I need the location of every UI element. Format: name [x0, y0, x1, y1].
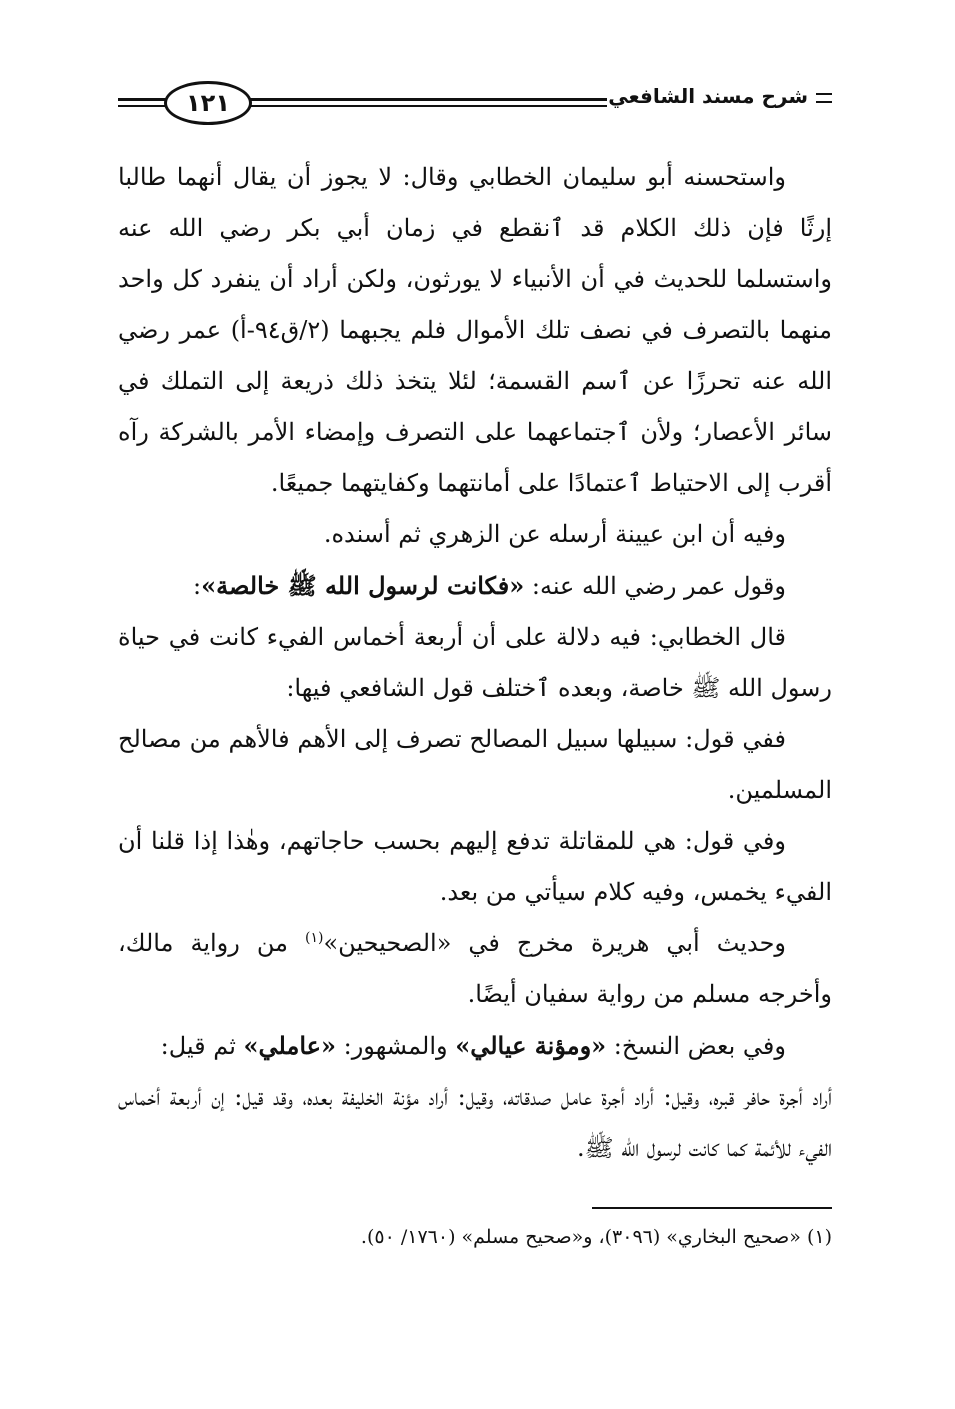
omar-quote: «فكانت لرسول الله ﷺ خالصة» [201, 571, 525, 600]
main-text [118, 152, 832, 1174]
paragraph-1: واستحسنه أبو سليمان الخطابي وقال: لا يجوز أن يقال أنهما طالبا إرثًا فإن ذلك الكلام قد ٱنقطع في زمان أبي بكر رضي الله عنه واستسلما للحديث في أن الأنبياء لا يورثون، ولكن أراد أن ينفرد كل واحد منهما بالتصرف في نصف تلك الأموال فلم يجبهما (٢/ق٩٤-أ) عمر رضي الله عنه تحرزًا عن ٱسم القسمة؛ لئلا يتخذ ذلك ذريعة إلى التملك في سائر الأعصار؛ ولأن ٱجتماعهما على التصرف وإمضاء الأمر بالشركة رآه أقرب إلى الاحتياط ٱعتمادًا على أمانتهما وكفايتهما جميعًا. [118, 163, 833, 497]
nusakh-quote-1: «ومؤنة عيالي» [455, 1031, 607, 1060]
paragraph-omar-quote [118, 560, 832, 612]
nusakh-mid: والمشهور: [335, 1032, 456, 1060]
footnote: (١) «صحيح البخاري» (٣٠٩٦)، و«صحيح مسلم» (١٧٦٠/ ٥٠). [360, 1226, 832, 1248]
paragraph-hadith [118, 918, 832, 1020]
nusakh-quote-2: «عاملي» [243, 1031, 336, 1060]
footnote-ref: (١) [305, 930, 324, 946]
header-rule [238, 98, 607, 107]
nusakh-lead: وفي بعض النسخ: [606, 1032, 786, 1060]
nusakh-tail: ثم قيل: [160, 1032, 244, 1060]
header-ornament [816, 93, 832, 103]
header-title-wrap [608, 84, 832, 108]
omar-tail: : [193, 572, 202, 600]
footnote-rule [592, 1207, 832, 1209]
paragraph-3: قال الخطابي: فيه دلالة على أن أربعة أخماس الفيء كانت في حياة رسول الله ﷺ خاصة، وبعده ٱختلف قول الشافعي فيها: [118, 623, 832, 702]
header-title: شرح مسند الشافعي [608, 84, 808, 108]
paragraph-4: ففي قول: سبيلها سبيل المصالح تصرف إلى الأهم فالأهم من مصالح المسلمين. [118, 725, 832, 804]
paragraph-6: أراد أجرة حافر قبره، وقيل: أراد أجرة عامل صدقاته، وقيل: أراد مؤنة الخليفة بعده، وقد قيل: إن أربعة أخماس الفيء للأئمة كما كانت لرسول الله ﷺ. [118, 1083, 832, 1162]
paragraph-nusakh [118, 1020, 832, 1072]
paragraph-2: وفيه أن ابن عيينة أرسله عن الزهري ثم أسنده. [323, 520, 786, 548]
page-number: ١٢١ [164, 81, 252, 125]
hadith-tail: من رواية مالك، وأخرجه مسلم من رواية سفيان أيضًا. [118, 929, 832, 1008]
paragraph-5: وفي قول: هي للمقاتلة تدفع إليهم بحسب حاجاتهم، وهٰذا إذا قلنا أن الفيء يخمس، وفيه كلام سيأتي من بعد. [118, 827, 832, 906]
running-header [118, 78, 832, 126]
omar-lead: وقول عمر رضي الله عنه: [524, 572, 786, 600]
hadith-text: وحديث أبي هريرة مخرج في «الصحيحين» [323, 929, 787, 957]
header-rule-left [118, 98, 170, 107]
